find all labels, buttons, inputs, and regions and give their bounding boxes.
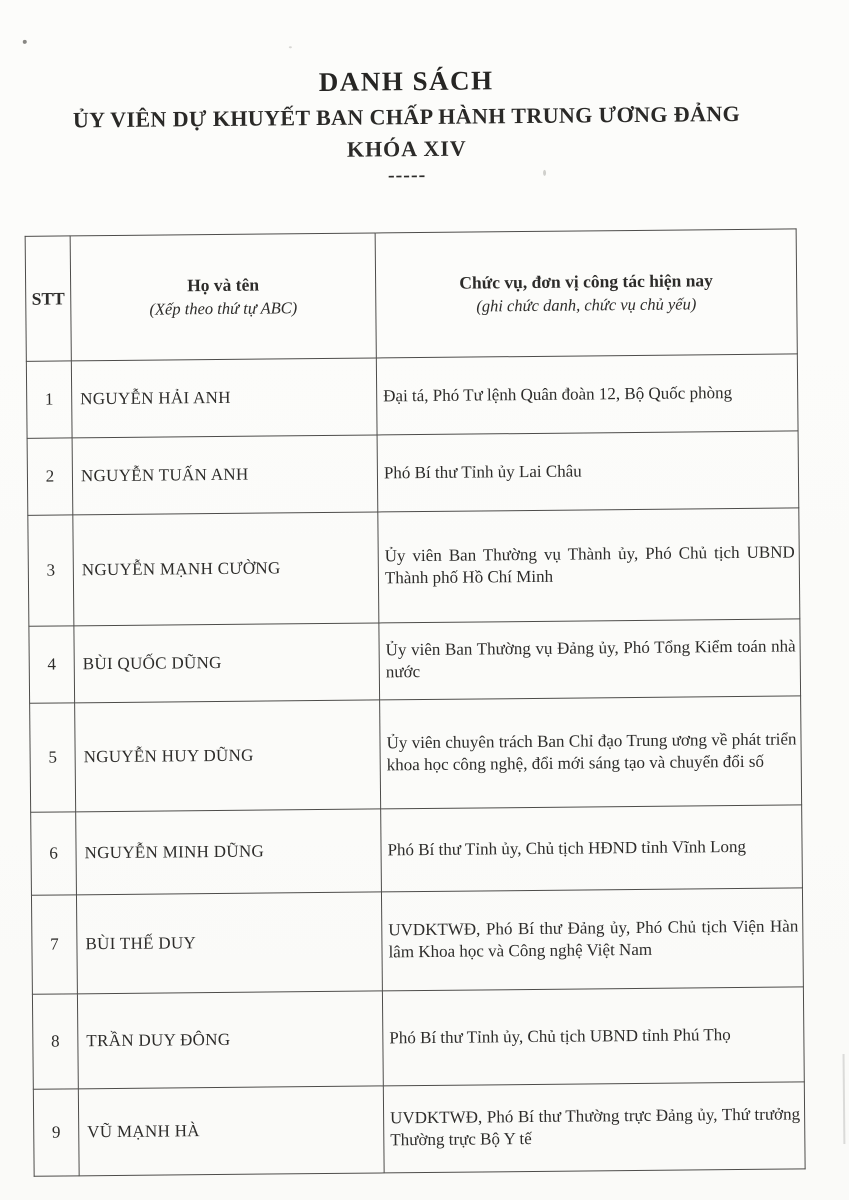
row-number: 2	[27, 438, 73, 515]
table-row	[31, 805, 803, 895]
row-number: 8	[32, 994, 78, 1089]
scan-speck	[289, 46, 292, 48]
table-row	[31, 888, 803, 994]
member-name: NGUYỄN HUY DŨNG	[75, 700, 381, 812]
member-name: NGUYỄN MINH DŨNG	[76, 809, 382, 895]
row-number: 1	[26, 361, 72, 438]
scan-speck	[23, 40, 27, 44]
member-position: Phó Bí thư Tỉnh ủy, Chủ tịch UBND tỉnh Phú Thọ	[382, 987, 804, 1086]
document-title: DANH SÁCH	[318, 65, 494, 97]
member-position: Đại tá, Phó Tư lệnh Quân đoàn 12, Bộ Quốc phòng	[376, 354, 798, 435]
row-number: 5	[30, 703, 76, 812]
table-row	[33, 1082, 805, 1176]
member-position: Phó Bí thư Tỉnh ủy Lai Châu	[377, 431, 799, 512]
header-position-label: Chức vụ, đơn vị công tác hiện nay	[459, 270, 713, 293]
header-position-note: (ghi chức danh, chức vụ chủ yếu)	[476, 294, 697, 316]
member-name: VŨ MẠNH HÀ	[78, 1086, 384, 1176]
row-number: 7	[31, 895, 77, 994]
table-row	[27, 431, 799, 515]
table-row	[32, 987, 804, 1089]
header-name-label: Họ và tên	[187, 274, 260, 296]
member-name: NGUYỄN TUẤN ANH	[72, 435, 378, 515]
document-subtitle: ỦY VIÊN DỰ KHUYẾT BAN CHẤP HÀNH TRUNG ƯƠNG ĐẢNG	[72, 100, 741, 133]
header-stt-label: STT	[31, 287, 65, 309]
table-row	[30, 696, 802, 812]
member-position: Ủy viên chuyên trách Ban Chỉ đạo Trung ương về phát triển khoa học công nghệ, đổi mới sáng tạo và chuyển đổi số	[380, 696, 802, 809]
document-term: KHÓA XIV	[346, 135, 467, 162]
row-number: 4	[29, 626, 75, 703]
member-position: Ủy viên Ban Thường vụ Thành ủy, Phó Chủ tịch UBND Thành phố Hồ Chí Minh	[378, 508, 800, 623]
document-title-block	[26, 63, 787, 191]
title-separator: -----	[387, 163, 427, 187]
row-number: 6	[31, 812, 77, 895]
member-position: UVDKTWĐ, Phó Bí thư Thường trực Đảng ủy, Thứ trưởng Thường trực Bộ Y tế	[383, 1082, 805, 1173]
table-row	[26, 354, 798, 438]
members-table	[25, 228, 806, 1176]
table-row	[29, 619, 801, 703]
member-position: Phó Bí thư Tỉnh ủy, Chủ tịch HĐND tỉnh Vĩnh Long	[381, 805, 803, 892]
header-stt	[25, 236, 71, 361]
member-name: BÙI QUỐC DŨNG	[74, 623, 380, 703]
table-header-row	[25, 229, 797, 361]
member-name: BÙI THẾ DUY	[76, 892, 382, 994]
page-edge-shadow	[843, 1054, 846, 1144]
member-name: NGUYỄN HẢI ANH	[71, 358, 377, 438]
header-position	[375, 229, 797, 358]
member-name: TRẦN DUY ĐÔNG	[77, 991, 383, 1089]
header-name	[70, 233, 376, 361]
row-number: 9	[33, 1089, 79, 1176]
header-name-note: (Xếp theo thứ tự ABC)	[149, 298, 298, 319]
scan-speck	[543, 170, 546, 176]
row-number: 3	[28, 515, 74, 626]
table-row	[28, 508, 800, 626]
member-position: Ủy viên Ban Thường vụ Đảng ủy, Phó Tổng Kiểm toán nhà nước	[379, 619, 801, 700]
member-position: UVDKTWĐ, Phó Bí thư Đảng ủy, Phó Chủ tịch Viện Hàn lâm Khoa học và Công nghệ Việt Nam	[381, 888, 803, 991]
member-name: NGUYỄN MẠNH CƯỜNG	[73, 512, 379, 626]
